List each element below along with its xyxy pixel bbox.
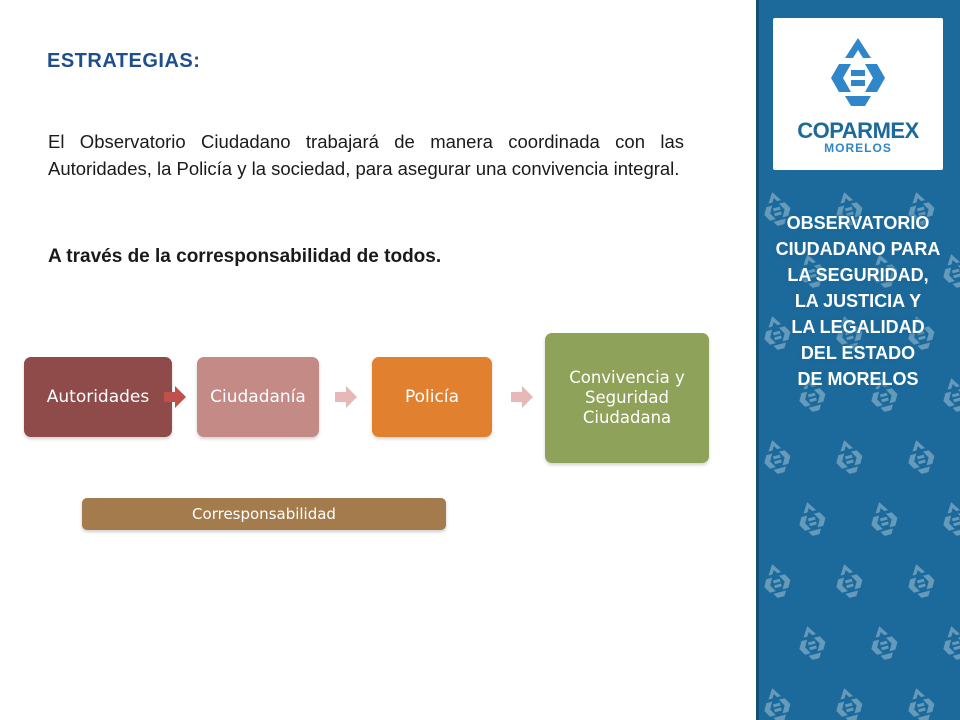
brand-region: MORELOS	[824, 141, 892, 155]
flow-step-autoridades: Autoridades	[24, 357, 172, 437]
page-title: ESTRATEGIAS:	[47, 50, 201, 72]
sidebar-panel	[756, 0, 960, 720]
coparmex-logo-icon	[821, 36, 895, 116]
flow-step-policia: Policía	[372, 357, 492, 437]
arrow-right-icon	[333, 384, 359, 410]
strategy-paragraph: El Observatorio Ciudadano trabajará de manera coordinada con las Autoridades, la Policía y la sociedad, para asegurar una convivencia integral.	[48, 131, 684, 179]
brand-name: COPARMEX	[797, 118, 919, 143]
flow-step-ciudadania: Ciudadanía	[197, 357, 319, 437]
arrow-right-icon	[509, 384, 535, 410]
arrow-right-icon	[162, 384, 188, 410]
emphasis-text: A través de la corresponsabilidad de todos.	[48, 246, 442, 267]
sidebar-title: OBSERVATORIO CIUDADANO PARA LA SEGURIDAD, LA JUSTICIA Y LA LEGALIDAD DEL ESTADO DE MORELOS	[775, 213, 941, 389]
logo-card	[773, 18, 943, 170]
corresponsabilidad-bar: Corresponsabilidad	[82, 498, 446, 530]
flow-step-convivencia: Convivencia y Seguridad Ciudadana	[545, 333, 709, 463]
